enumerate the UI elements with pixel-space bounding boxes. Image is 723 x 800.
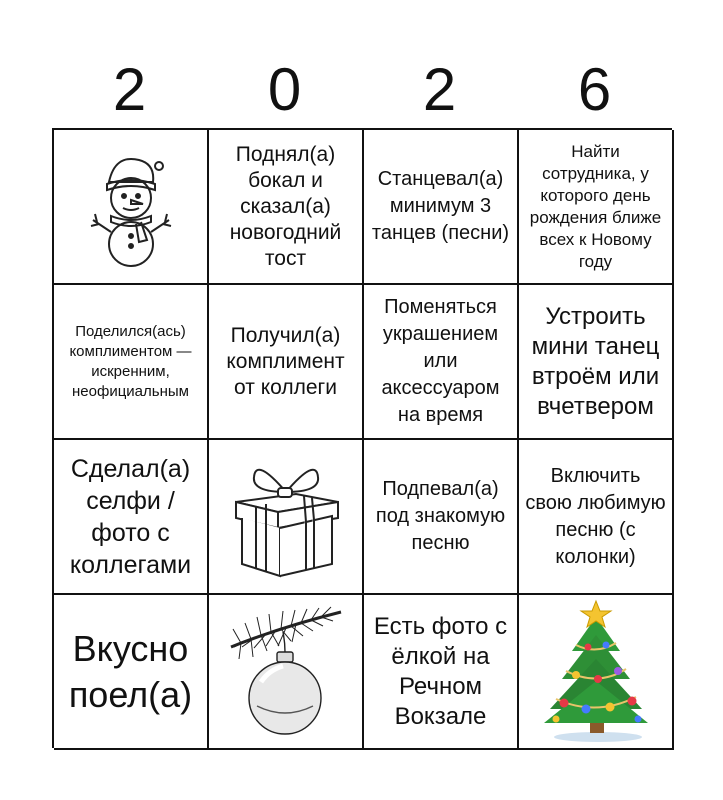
year-digit: 0: [267, 56, 302, 123]
cell-text: Найти сотрудника, у которого день рождения ближе всех к Новому году: [529, 141, 662, 271]
bingo-cell[interactable]: [519, 130, 674, 285]
bingo-cell[interactable]: [54, 130, 209, 285]
year-digit: 6: [577, 56, 612, 123]
bingo-grid: [52, 128, 672, 748]
year-digit: 2: [112, 56, 147, 123]
cell-text: Поделился(ась) комплиментом — искренним, неофициальным: [69, 322, 192, 400]
cell-text: Поменяться украшением или аксессуаром на время: [381, 296, 500, 426]
cell-text: Поднял(а) бокал и сказал(а) новогодний тост: [229, 142, 342, 270]
cell-text: Станцевал(а) минимум 3 танцев (песни): [371, 168, 510, 244]
cell-text: Устроить мини танец втроём или вчетвером: [531, 302, 660, 420]
gift-box-icon: [226, 452, 346, 582]
bingo-cell[interactable]: [209, 285, 364, 440]
cell-text: Есть фото с ёлкой на Речном Вокзале: [373, 612, 508, 730]
bingo-cell[interactable]: [364, 130, 519, 285]
cell-text: Получил(а) комплимент от коллеги: [226, 323, 345, 399]
bingo-cell[interactable]: [54, 285, 209, 440]
cell-text: Сделал(а) селфи / фото с коллегами: [69, 454, 192, 579]
bingo-cell[interactable]: [364, 440, 519, 595]
bingo-cell[interactable]: [519, 595, 674, 750]
cell-text: Вкусно поел(а): [68, 627, 193, 715]
cell-text: Подпевал(а) под знакомую песню: [375, 478, 506, 554]
bingo-cell[interactable]: [364, 595, 519, 750]
bingo-cell[interactable]: [54, 595, 209, 750]
bingo-cell[interactable]: [519, 285, 674, 440]
bingo-cell[interactable]: [519, 440, 674, 595]
bingo-cell[interactable]: [209, 130, 364, 285]
bingo-cell[interactable]: [54, 440, 209, 595]
bingo-cell[interactable]: [209, 440, 364, 595]
bingo-cell[interactable]: [364, 285, 519, 440]
snowman-icon: [81, 144, 181, 269]
year-header: [52, 55, 672, 125]
christmas-ornament-icon: [221, 602, 351, 742]
cell-text: Включить свою любимую песню (с колонки): [525, 464, 666, 568]
year-digit: 2: [422, 56, 457, 123]
christmas-tree-icon: [536, 599, 656, 744]
bingo-cell[interactable]: [209, 595, 364, 750]
